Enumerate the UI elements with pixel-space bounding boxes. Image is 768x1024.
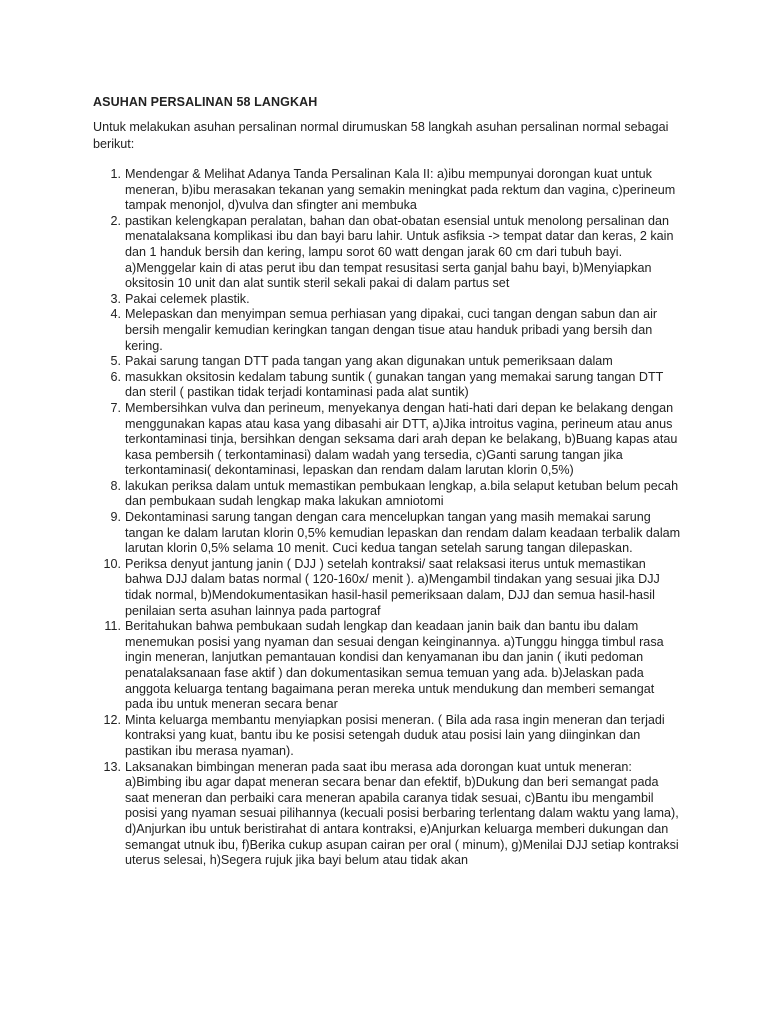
step-number: 10. [103, 556, 121, 571]
list-item [110, 291, 685, 308]
step-text: Beritahukan bahwa pembukaan sudah lengkap dan keadaan janin baik dan bantu ibu dalam menemukan posisi yang nyaman dan sesuai dengan keinginannya. a)Tunggu hingga timbul rasa ingin meneran, lanjutkan pemantauan kondisi dan kenyamanan ibu dan janin ( ikuti pedoman penatalaksanaan fase aktif ) dan dokumentasikan semua temuan yang ada. b)Jelaskan pada anggota keluarga tentang bagaimana peran mereka untuk mendukung dan memberi semangat pada ibu untuk meneran secara benar [125, 619, 664, 712]
list-item [110, 478, 685, 510]
step-number: 8. [110, 478, 121, 493]
step-text: Minta keluarga membantu menyiapkan posisi meneran. ( Bila ada rasa ingin meneran dan terjadi kontraksi yang kuat, bantu ibu ke posisi setengah duduk atau posisi lain yang diinginkan dan pastikan ibu merasa nyaman). [125, 712, 665, 758]
step-number: 4. [110, 307, 121, 322]
list-item [103, 759, 685, 869]
list-item [103, 712, 685, 760]
step-number: 5. [110, 354, 121, 369]
step-text: Melepaskan dan menyimpan semua perhiasan yang dipakai, cuci tangan dengan sabun dan air bersih mengalir kemudian keringkan tangan dengan tisue atau handuk pribadi yang bersih dan kering. [125, 307, 658, 353]
step-text: Pakai sarung tangan DTT pada tangan yang akan digunakan untuk pemeriksaan dalam [125, 354, 613, 369]
step-number: 7. [110, 400, 121, 415]
list-item [103, 556, 685, 619]
step-text: Mendengar & Melihat Adanya Tanda Persalinan Kala II: a)ibu mempunyai dorongan kuat untuk meneran, b)ibu merasakan tekanan yang semakin meningkat pada rektum dan vagina, c)perineum tampak menonjol, d)vulva dan sfingter ani membuka [125, 167, 676, 213]
step-number: 11. [104, 619, 121, 634]
list-item [110, 354, 685, 370]
list-item [110, 307, 685, 354]
step-number: 6. [110, 369, 121, 384]
step-number: 13. [103, 759, 121, 774]
list-item [110, 510, 685, 557]
step-text: masukkan oksitosin kedalam tabung suntik ( gunakan tangan yang memakai sarung tangan DTT dan steril ( pastikan tidak terjadi kontaminasi pada alat suntik) [125, 369, 664, 400]
list-item [110, 213, 685, 292]
step-text: pastikan kelengkapan peralatan, bahan dan obat-obatan esensial untuk menolong persalinan dan menatalaksana komplikasi ibu dan bayi baru lahir. Untuk asfiksia -> tempat datar dan keras, 2 kain dan 1 handuk bersih dan kering, lampu sorot 60 watt dengan jarak 60 cm dari tubuh bayi. a)Menggelar kain di atas perut ibu dan tempat resusitasi serta ganjal bahu bayi, b)Menyiapkan oksitosin 10 unit dan alat suntik steril sekali pakai di dalam partus set [125, 213, 674, 291]
list-item [110, 167, 685, 214]
step-text: lakukan periksa dalam untuk memastikan pembukaan lengkap, a.bila selaput ketuban belum pecah dan pembukaan sudah lengkap maka lakukan amniotomi [125, 478, 679, 509]
step-text: Periksa denyut jantung janin ( DJJ ) setelah kontraksi/ saat relaksasi iterus untuk memastikan bahwa DJJ dalam batas normal ( 120-160x/ menit ). a)Mengambil tindakan yang sesuai jika DJJ tidak normal, b)Mendokumentasikan hasil-hasil pemeriksaan dalam, DJJ dan semua hasil-hasil penilaian serta asuhan lainnya pada partograf [125, 556, 660, 618]
list-item [104, 619, 685, 713]
document-title: ASUHAN PERSALINAN 58 LANGKAH [93, 95, 318, 109]
list-item [110, 400, 685, 479]
intro-paragraph: Untuk melakukan asuhan persalinan normal dirumuskan 58 langkah asuhan persalinan normal sebagai berikut: [93, 120, 669, 151]
step-text: Dekontaminasi sarung tangan dengan cara mencelupkan tangan yang masih memakai sarung tangan ke dalam larutan klorin 0,5% kemudian lepaskan dan rendam dalam keadaan terbalik dalam larutan klorin 0,5% selama 10 menit. Cuci kedua tangan setelah sarung tangan dilepaskan. [125, 510, 681, 556]
list-item [110, 369, 685, 401]
step-number: 3. [110, 291, 121, 306]
step-number: 9. [110, 510, 121, 525]
step-text: Laksanakan bimbingan meneran pada saat ibu merasa ada dorongan kuat untuk meneran: a)Bimbing ibu agar dapat meneran secara benar dan efektif, b)Dukung dan beri semangat pada saat meneran dan perbaiki cara meneran apabila caranya tidak sesuai, c)Bantu ibu mengambil posisi yang nyaman sesuai pilihannya (kecuali posisi berbaring terlentang dalam waktu yang lama), d)Anjurkan ibu untuk beristirahat di antara kontraksi, e)Anjurkan keluarga memberi dukungan dan semangat utnuk ibu, f)Berika cukup asupan cairan per oral ( minum), g)Menilai DJJ setiap kontraksi uterus selesai, h)Segera rujuk jika bayi belum atau tidak akan [125, 759, 679, 868]
step-number: 12. [103, 712, 121, 727]
step-text: Membersihkan vulva dan perineum, menyekanya dengan hati-hati dari depan ke belakang dengan menggunakan kapas atau kasa yang dibasahi air DTT, a)Jika introitus vagina, perineum atau anus terkontaminasi tinja, bersihkan dengan seksama dari arah depan ke belakang, b)Buang kapas atau kasa pembersih ( terkontaminasi) dalam wadah yang tersedia, c)Ganti sarung tangan jika terkontaminasi( dekontaminasi, lepaskan dan rendam dalam larutan klorin 0,5%) [125, 400, 678, 478]
step-text: Pakai celemek plastik. [125, 291, 250, 306]
step-number: 1. [110, 167, 121, 181]
steps-list [103, 167, 685, 869]
step-number: 2. [110, 213, 121, 228]
